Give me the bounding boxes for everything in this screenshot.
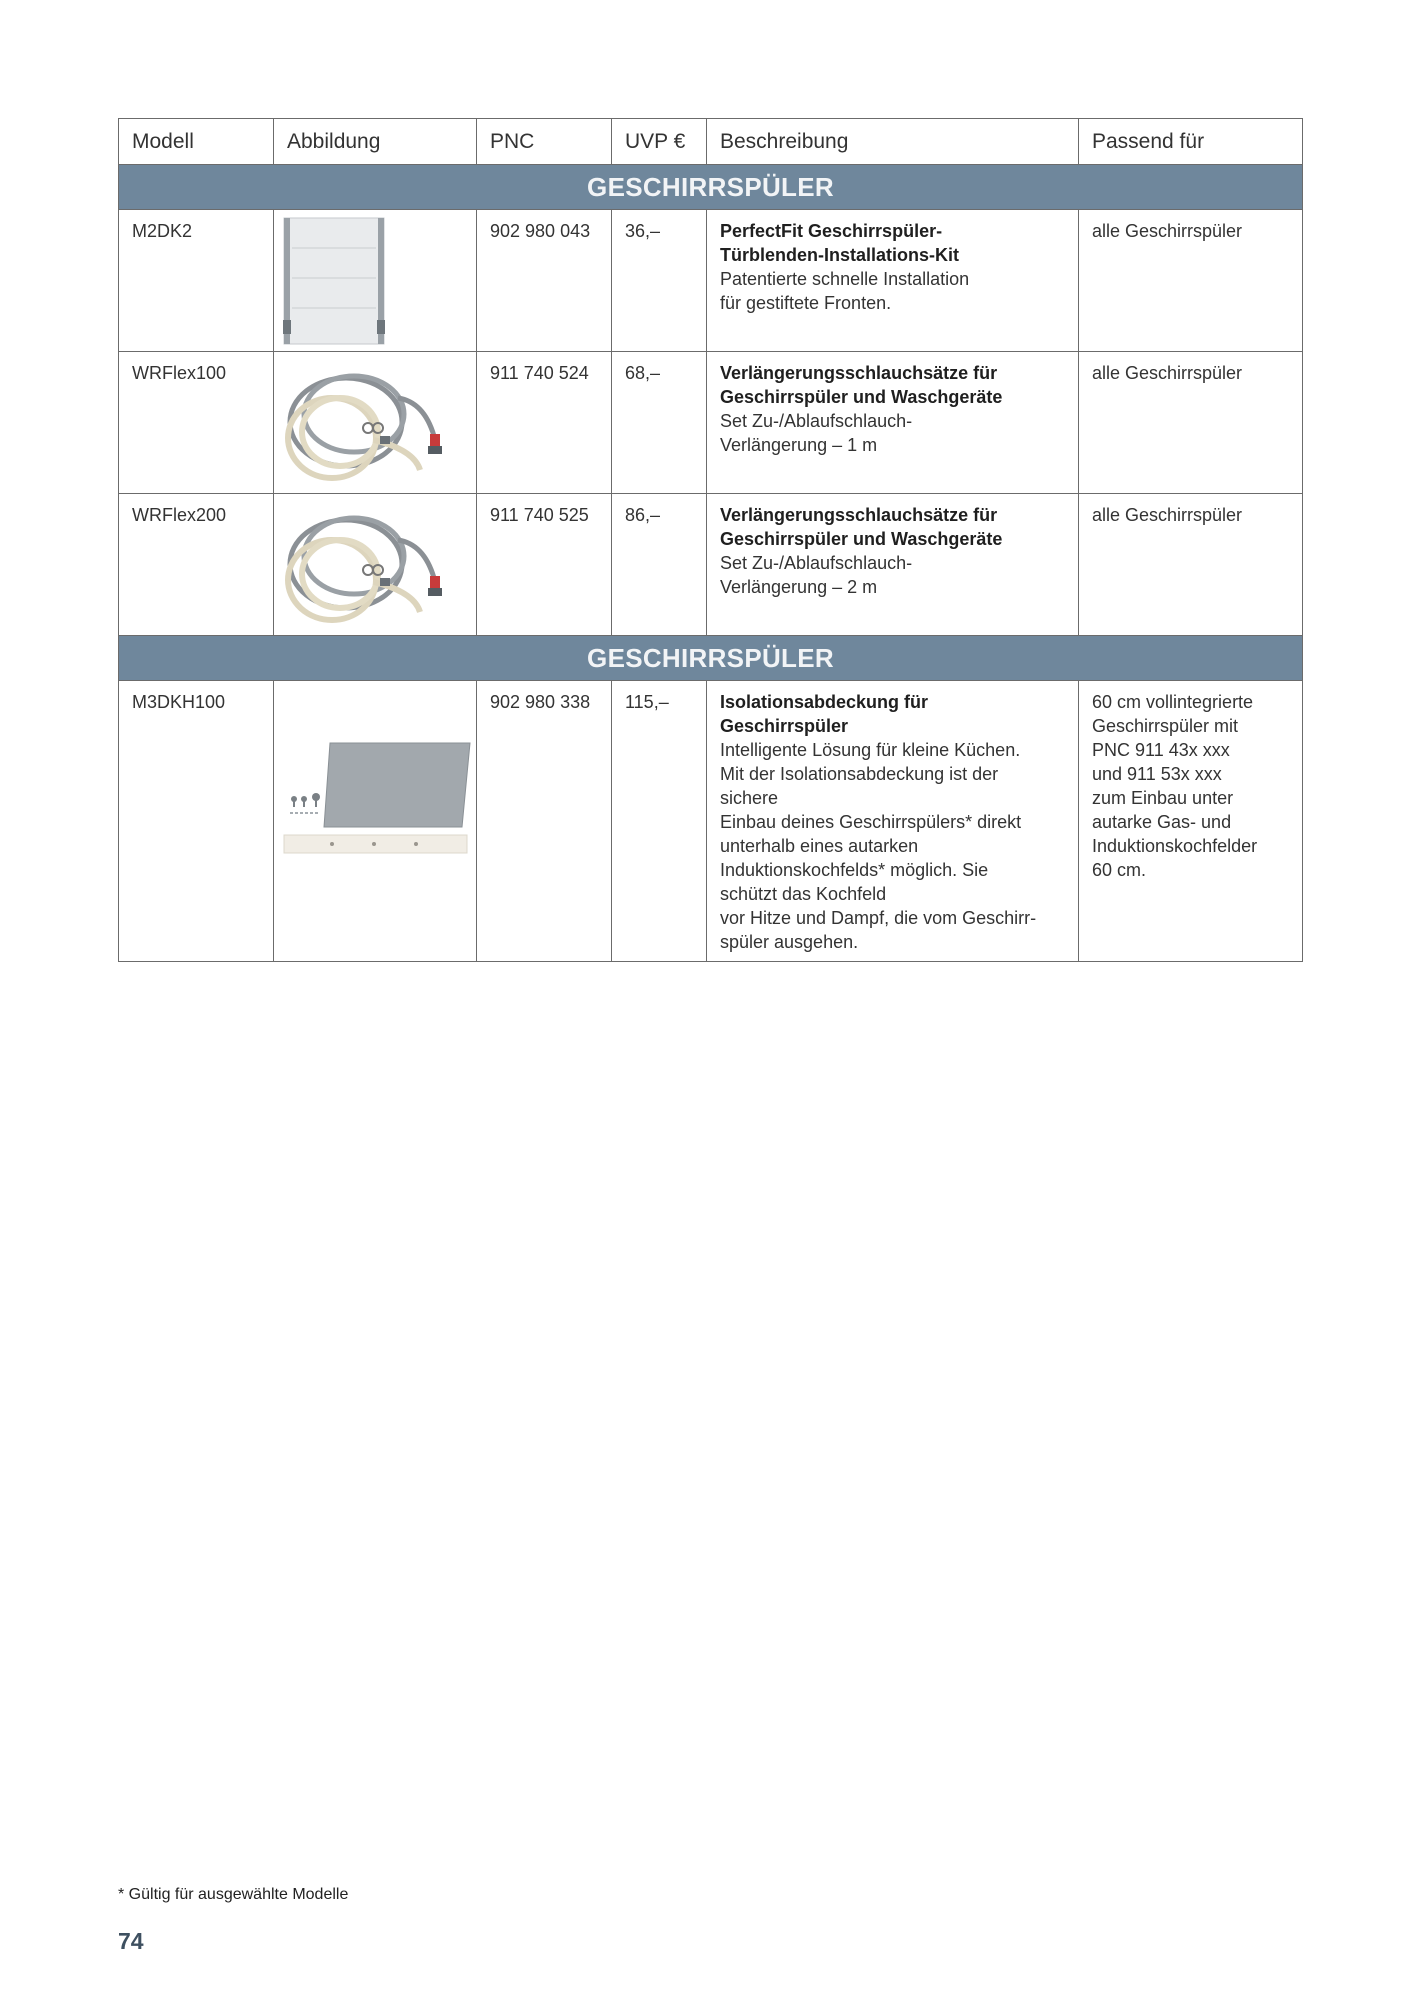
section-title: GESCHIRRSPÜLER xyxy=(119,636,1303,681)
description-body: Set Zu-/Ablaufschlauch- Verlängerung – 2 m xyxy=(720,553,913,597)
table-header-row xyxy=(119,119,1303,165)
description-title: Isolationsabdeckung für Geschirrspüler xyxy=(720,692,929,736)
image-cell xyxy=(274,210,477,352)
section-header-row xyxy=(119,636,1303,681)
door-panel-installation-kit-image xyxy=(274,210,477,352)
column-header-price: UVP € xyxy=(612,119,707,165)
model-cell: M2DK2 xyxy=(119,210,274,352)
model-cell: M3DKH100 xyxy=(119,681,274,962)
pnc-cell: 911 740 524 xyxy=(477,352,612,494)
description-body: Patentierte schnelle Installation für gestiftete Fronten. xyxy=(720,269,970,313)
insulation-cover-plate-image xyxy=(274,681,477,962)
table-row xyxy=(119,494,1303,636)
description-body: Intelligente Lösung für kleine Küchen. Mit der Isolationsabdeckung ist der sichere Einbau deines Geschirrspülers* direkt unterhalb eines autarken Induktionskochfelds* möglich. Sie schützt das Kochfeld vor Hitze und Dampf, die vom Geschirr- spüler ausgehen. xyxy=(720,740,1037,952)
image-cell xyxy=(274,681,477,962)
table-row xyxy=(119,352,1303,494)
description-cell xyxy=(707,681,1079,962)
description-title: Verlängerungsschlauchsätze für Geschirrspüler und Waschgeräte xyxy=(720,505,1003,549)
table-row xyxy=(119,681,1303,962)
footnote: * Gültig für ausgewählte Modelle xyxy=(118,1886,349,1903)
description-cell xyxy=(707,352,1079,494)
accessories-table xyxy=(118,118,1303,962)
model-cell: WRFlex100 xyxy=(119,352,274,494)
price-cell: 115,– xyxy=(612,681,707,962)
column-header-image: Abbildung xyxy=(274,119,477,165)
description-body: Set Zu-/Ablaufschlauch- Verlängerung – 1 m xyxy=(720,411,913,455)
column-header-model: Modell xyxy=(119,119,274,165)
hose-extension-set-image xyxy=(274,494,477,636)
image-cell xyxy=(274,494,477,636)
fits-cell: 60 cm vollintegrierte Geschirrspüler mit PNC 911 43x xxx und 911 53x xxx zum Einbau unter autarke Gas- und Induktionskochfelder 60 cm. xyxy=(1079,681,1303,962)
description-cell xyxy=(707,494,1079,636)
price-cell: 86,– xyxy=(612,494,707,636)
table-row xyxy=(119,210,1303,352)
pnc-cell: 902 980 043 xyxy=(477,210,612,352)
fits-cell: alle Geschirrspüler xyxy=(1079,210,1303,352)
fits-cell: alle Geschirrspüler xyxy=(1079,352,1303,494)
description-cell xyxy=(707,210,1079,352)
section-header-row xyxy=(119,165,1303,210)
pnc-cell: 911 740 525 xyxy=(477,494,612,636)
column-header-fits: Passend für xyxy=(1079,119,1303,165)
price-cell: 68,– xyxy=(612,352,707,494)
price-cell: 36,– xyxy=(612,210,707,352)
description-title: Verlängerungsschlauchsätze für Geschirrspüler und Waschgeräte xyxy=(720,363,1003,407)
pnc-cell: 902 980 338 xyxy=(477,681,612,962)
column-header-pnc: PNC xyxy=(477,119,612,165)
section-title: GESCHIRRSPÜLER xyxy=(119,165,1303,210)
image-cell xyxy=(274,352,477,494)
fits-cell: alle Geschirrspüler xyxy=(1079,494,1303,636)
model-cell: WRFlex200 xyxy=(119,494,274,636)
description-title: PerfectFit Geschirrspüler- Türblenden-Installations-Kit xyxy=(720,221,960,265)
hose-extension-set-image xyxy=(274,352,477,494)
column-header-description: Beschreibung xyxy=(707,119,1079,165)
page-number: 74 xyxy=(118,1928,144,1954)
